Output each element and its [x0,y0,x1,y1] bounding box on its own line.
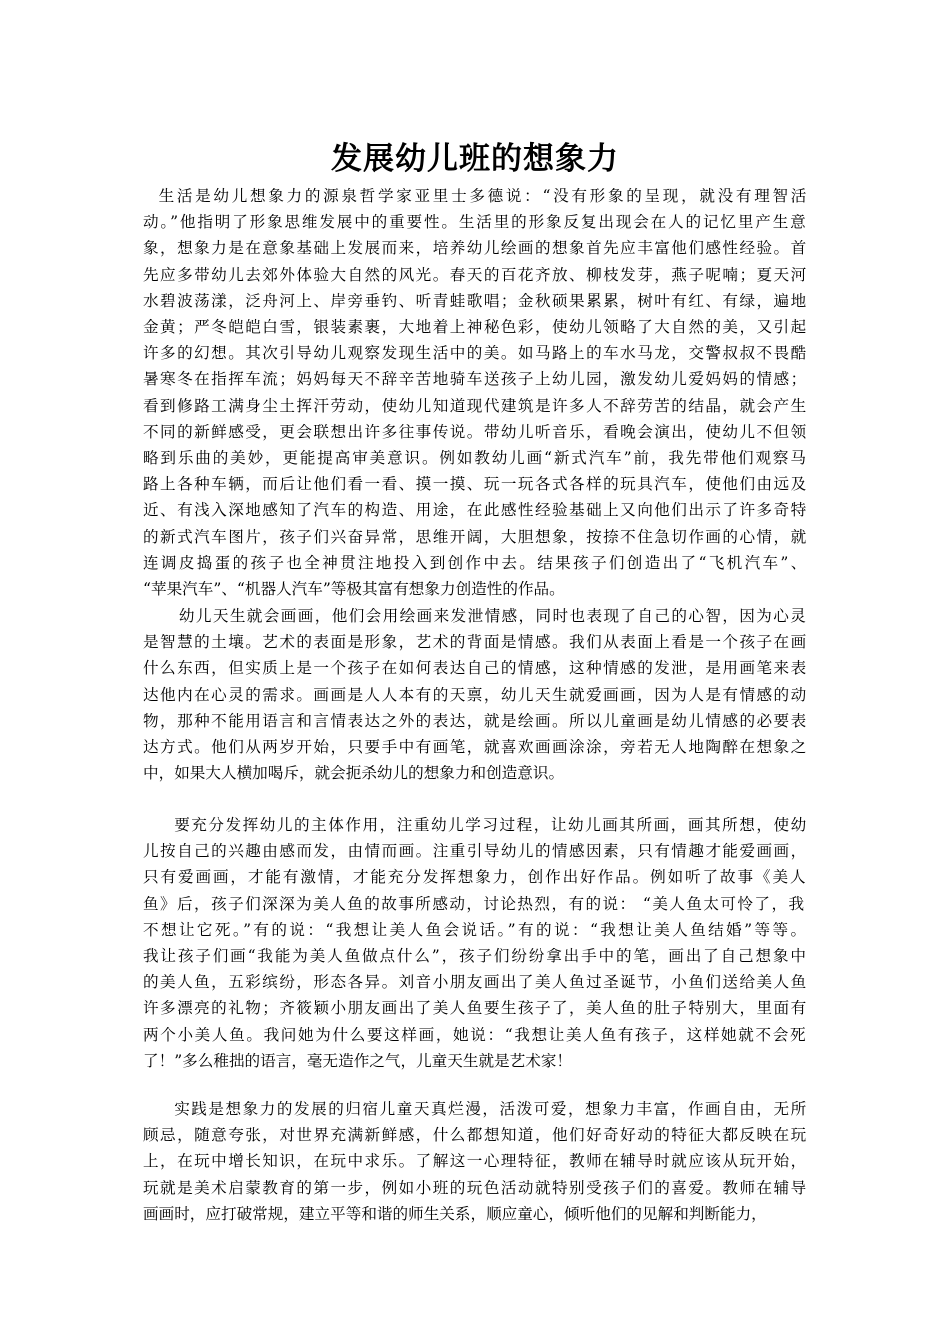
text-line: “苹果汽车”、“机器人汽车”等极其富有想象力创造性的作品。 [143,580,565,598]
text-line: 玩就是美术启蒙教育的第一步，例如小班的玩色活动就特别受孩子们的喜爱。教师在辅导 [143,1178,808,1197]
text-line: 什么东西，但实质上是一个孩子在如何表达自己的情感，这种情感的发泄，是用画笔来表 [143,659,808,678]
text-line: 不同的新鲜感受，更会联想出许多往事传说。带幼儿听音乐，看晚会演出，使幼儿不但领 [143,422,808,441]
text-line: 略到乐曲的美妙，更能提高审美意识。例如教幼儿画“新式汽车”前，我先带他们观察马 [143,449,808,467]
text-line: 生活是幼儿想象力的源泉哲学家亚里士多德说：“没有形象的呈现，就没有理智活 [158,187,810,205]
text-line: 近、有浅入深地感知了汽车的构造、用途，在此感性经验基础上又向他们出示了许多奇特 [143,501,808,520]
text-line: 实践是想象力的发展的归宿儿童天真烂漫，活泼可爱，想象力丰富，作画自由，无所 [174,1100,808,1118]
text-line: 画画时，应打破常规，建立平等和谐的师生关系，顺应童心，倾听他们的见解和判断能力， [143,1204,767,1223]
text-line: 只有爱画画，才能有激情，才能充分发挥想象力，创作出好作品。例如听了故事《美人 [143,868,808,887]
text-line: 路上各种车辆，而后让他们看一看、摸一摸、玩一玩各式各样的玩具汽车，使他们由远及 [143,475,808,494]
text-line: 要充分发挥幼儿的主体作用，注重幼儿学习过程，让幼儿画其所画，画其所想，使幼 [174,816,808,834]
document-title: 发展幼儿班的想象力 [331,140,619,177]
text-line: 金黄；严冬皑皑白雪，银装素裹，大地着上神秘色彩，使幼儿领略了大自然的美，又引起 [143,318,808,336]
text-line: 幼儿天生就会画画，他们会用绘画来发泄情感，同时也表现了自己的心智，因为心灵 [178,607,808,625]
text-line: 的美人鱼，五彩缤纷，形态各异。刘音小朋友画出了美人鱼过圣诞节，小鱼们送给美人鱼 [143,973,808,992]
text-line: 的新式汽车图片，孩子们兴奋异常，思维开阔，大胆想象，按捺不住急切作画的心情，就 [143,527,808,546]
text-line: 许多的幻想。其次引导幼儿观察发现生活中的美。如马路上的车水马龙，交警叔叔不畏酷 [143,344,808,363]
text-line: 上，在玩中增长知识，在玩中求乐。了解这一心理特征，教师在辅导时就应该从玩开始， [143,1152,808,1171]
text-line: 许多漂亮的礼物；齐筱颖小朋友画出了美人鱼要生孩子了，美人鱼的肚子特别大，里面有 [143,999,808,1018]
text-line: 先应多带幼儿去郊外体验大自然的风光。春天的百花齐放、柳枝发芽，燕子呢喃；夏天河 [143,265,808,284]
text-line: 两个小美人鱼。我问她为什么要这样画，她说：“我想让美人鱼有孩子，这样她就不会死 [143,1025,808,1044]
text-line: 暑寒冬在指挥车流；妈妈每天不辞辛苦地骑车送孩子上幼儿园，激发幼儿爱妈妈的情感； [143,370,808,389]
text-line: 了！”多么稚拙的语言，毫无造作之气，儿童天生就是艺术家！ [143,1051,573,1070]
text-line: 中，如果大人横加喝斥，就会扼杀幼儿的想象力和创造意识。 [143,764,565,783]
text-line: 看到修路工满身尘土挥汗劳动，使幼儿知道现代建筑是许多人不辞劳苦的结晶，就会产生 [143,396,808,415]
text-line: 儿按自己的兴趣由感而发，由情而画。注重引导幼儿的情感因素，只有情趣才能爱画画， [143,842,808,861]
text-line: 连调皮捣蛋的孩子也全神贯注地投入到创作中去。结果孩子们创造出了“飞机汽车”、 [143,553,809,572]
text-line: 我让孩子们画“我能为美人鱼做点什么”，孩子们纷纷拿出手中的笔，画出了自己想象中 [143,947,808,965]
text-line: 动。”他指明了形象思维发展中的重要性。生活里的形象反复出现会在人的记忆里产生意 [143,213,808,232]
text-line: 达方式。他们从两岁开始，只要手中有画笔，就喜欢画画涂涂，旁若无人地陶醉在想象之 [143,738,808,756]
text-line: 鱼》后，孩子们深深为美人鱼的故事所感动，讨论热烈，有的说： “美人鱼太可怜了，我 [143,894,806,913]
text-line: 不想让它死。”有的说：“我想让美人鱼会说话。”有的说：“我想让美人鱼结婚”等等。 [143,920,809,939]
text-line: 象，想象力是在意象基础上发展而来，培养幼儿绘画的想象首先应丰富他们感性经验。首 [143,239,808,258]
text-line: 物，那种不能用语言和言情表达之外的表达，就是绘画。所以儿童画是幼儿情感的必要表 [143,711,808,730]
text-line: 水碧波荡漾，泛舟河上、岸旁垂钓、听青蛙歌唱；金秋硕果累累，树叶有红、有绿，遍地 [143,291,808,310]
text-line: 达他内在心灵的需求。画画是人人本有的天禀，幼儿天生就爱画画，因为人是有情感的动 [143,685,808,704]
text-line: 顾忌，随意夸张，对世界充满新鲜感，什么都想知道，他们好奇好动的特征大都反映在玩 [143,1126,808,1145]
text-line: 是智慧的土壤。艺术的表面是形象，艺术的背面是情感。我们从表面上看是一个孩子在画 [143,633,808,652]
